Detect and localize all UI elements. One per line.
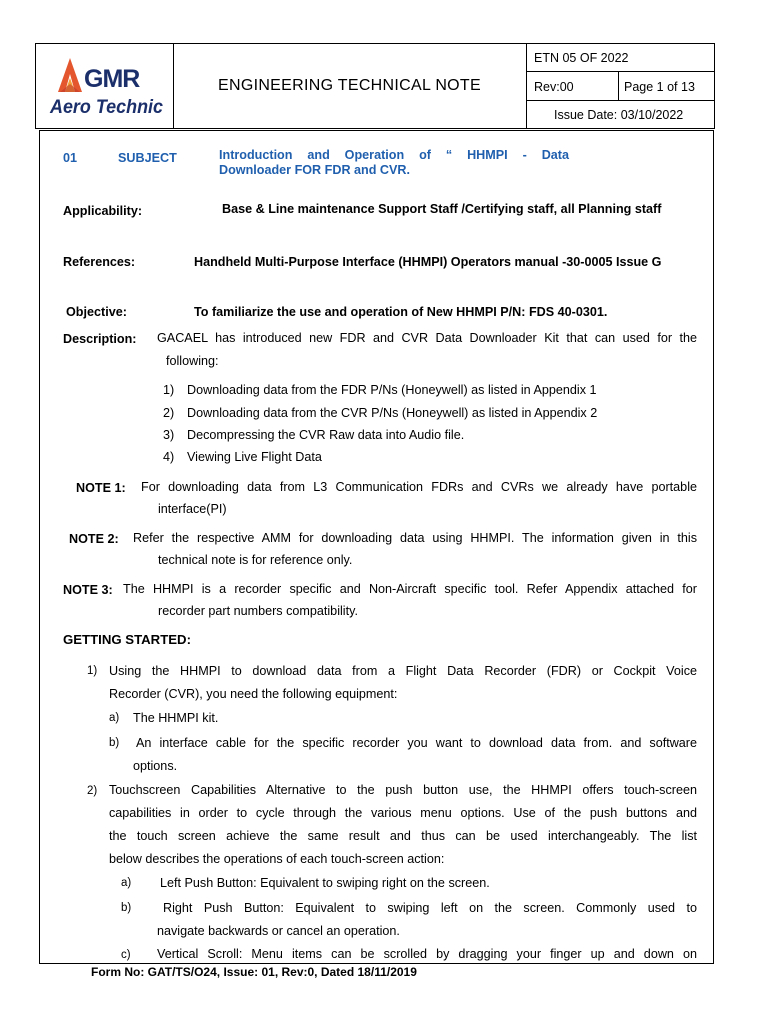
logo-cell (36, 44, 174, 128)
desc-item-3-num: 3) (163, 428, 175, 442)
references-value: Handheld Multi-Purpose Interface (HHMPI) Operators manual -30-0005 Issue G (194, 255, 662, 269)
step-1a-num: a) (109, 712, 120, 724)
desc-item-2-num: 2) (163, 406, 175, 420)
step-1a: The HHMPI kit. (133, 711, 219, 725)
desc-item-1-num: 1) (163, 383, 175, 397)
step-1b-line-2: options. (133, 759, 178, 773)
desc-item-2: Downloading data from the CVR P/Ns (Honeywell) as listed in Appendix 2 (187, 406, 598, 420)
note-1-line-2: interface(PI) (158, 502, 227, 516)
step-1-num: 1) (87, 665, 98, 677)
note-1-line-1: For downloading data from L3 Communication FDRs and CVRs we already have portable (141, 480, 697, 494)
note-2-line-1: Refer the respective AMM for downloading data using HHMPI. The information given in this (133, 531, 697, 545)
step-1-line-1: Using the HHMPI to download data from a Flight Data Recorder (FDR) or Cockpit Voice (109, 664, 697, 678)
desc-item-3: Decompressing the CVR Raw data into Audio file. (187, 428, 465, 442)
step-2a: Left Push Button: Equivalent to swiping right on the screen. (160, 876, 490, 890)
step-2-line-3: the touch screen achieve the same result and thus can be used interchangeably. The list (109, 829, 697, 843)
etn-number: ETN 05 OF 2022 (527, 44, 715, 72)
form-footer: Form No: GAT/TS/O24, Issue: 01, Rev:0, Dated 18/11/2019 (91, 965, 417, 979)
description-line-1: GACAEL has introduced new FDR and CVR Data Downloader Kit that can used for the (157, 331, 697, 345)
desc-item-4: Viewing Live Flight Data (187, 450, 322, 464)
issue-date: Issue Date: 03/10/2022 (554, 108, 684, 122)
note-2-label: NOTE 2: (69, 532, 119, 546)
references-label: References: (63, 255, 136, 269)
note-1-label: NOTE 1: (76, 481, 126, 495)
note-3-label: NOTE 3: (63, 583, 113, 597)
step-1-line-2: Recorder (CVR), you need the following equipment: (109, 687, 398, 701)
logo-subtitle: Aero Technic (50, 96, 163, 118)
header-table (35, 43, 715, 129)
logo-brand: GMR (84, 65, 140, 93)
step-2-line-1: Touchscreen Capabilities Alternative to the push button use, the HHMPI offers touch-screen (109, 783, 697, 797)
note-3-line-2: recorder part numbers compatibility. (158, 604, 358, 618)
step-2-line-2: capabilities in order to cycle through the various menu options. Use of the push buttons and (109, 806, 697, 820)
step-2c-line-1: Vertical Scroll: Menu items can be scrolled by dragging your finger up and down on (157, 947, 697, 961)
step-2b-num: b) (121, 902, 132, 914)
applicability-value: Base & Line maintenance Support Staff /Certifying staff, all Planning staff (222, 202, 662, 216)
document-title: ENGINEERING TECHNICAL NOTE (173, 44, 527, 128)
subject-line-2: Downloader FOR FDR and CVR. (219, 163, 411, 177)
subject-number: 01 (63, 151, 78, 165)
step-2c-num: c) (121, 949, 131, 961)
subject-label: SUBJECT (118, 151, 177, 165)
description-line-2: following: (166, 354, 219, 368)
note-3-line-1: The HHMPI is a recorder specific and Non-Aircraft specific tool. Refer Appendix attached for (123, 582, 697, 596)
note-2-line-2: technical note is for reference only. (158, 553, 353, 567)
subject-line-1: Introduction and Operation of “ HHMPI - Data (219, 148, 569, 162)
description-label: Description: (63, 332, 137, 346)
objective-value: To familiarize the use and operation of New HHMPI P/N: FDS 40-0301. (194, 305, 608, 319)
step-1b-line-1: An interface cable for the specific recorder you want to download data from. and software (136, 736, 697, 750)
applicability-label: Applicability: (63, 204, 143, 218)
getting-started-heading: GETTING STARTED: (63, 632, 191, 647)
step-2a-num: a) (121, 877, 132, 889)
step-2b-line-1: Right Push Button: Equivalent to swiping left on the screen. Commonly used to (163, 901, 697, 915)
step-1b-num: b) (109, 737, 120, 749)
desc-item-1: Downloading data from the FDR P/Ns (Honeywell) as listed in Appendix 1 (187, 383, 597, 397)
step-2-line-4: below describes the operations of each touch-screen action: (109, 852, 445, 866)
revision: Rev:00 (527, 72, 619, 101)
page-number: Page 1 of 13 (619, 72, 715, 101)
objective-label: Objective: (66, 305, 127, 319)
step-2-num: 2) (87, 785, 98, 797)
desc-item-4-num: 4) (163, 450, 175, 464)
step-2b-line-2: navigate backwards or cancel an operation. (157, 924, 400, 938)
